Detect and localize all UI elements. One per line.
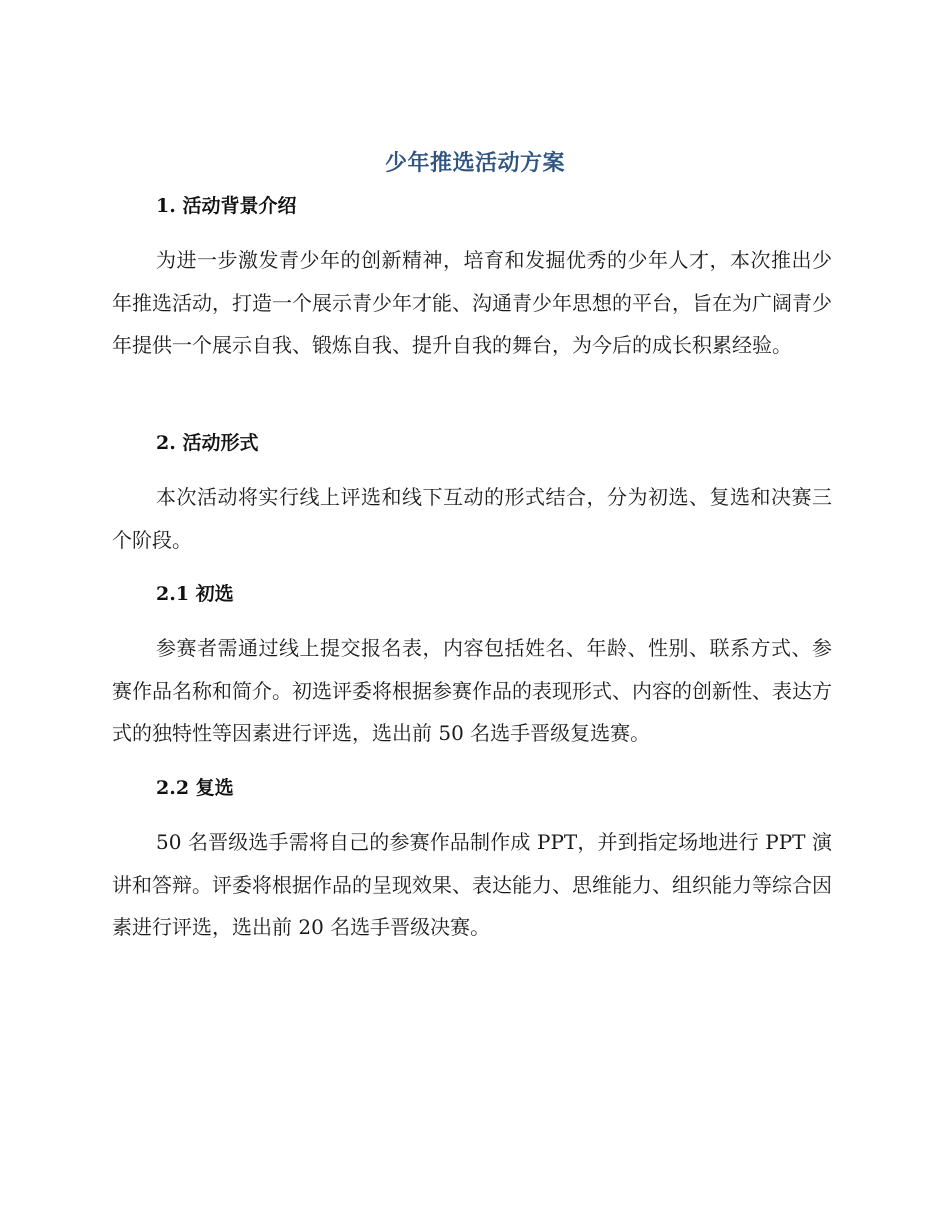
section-heading-second-round: 2.2 复选	[156, 777, 234, 799]
section-paragraph-second-round: 50 名晋级选手需将自己的参赛作品制作成 PPT，并到指定场地进行 PPT 演讲和答辩。评委将根据作品的呈现效果、表达能力、思维能力、组织能力等综合因素进行评选，选出前 20 名选手晋级决赛。	[112, 830, 832, 940]
section-heading-format: 2. 活动形式	[156, 432, 259, 454]
section-paragraph-format: 本次活动将实行线上评选和线下互动的形式结合，分为初选、复选和决赛三个阶段。	[112, 485, 832, 552]
section-heading-background: 1. 活动背景介绍	[156, 195, 297, 217]
section-paragraph-background: 为进一步激发青少年的创新精神，培育和发掘优秀的少年人才，本次推出少年推选活动，打造一个展示青少年才能、沟通青少年思想的平台，旨在为广阔青少年提供一个展示自我、锻炼自我、提升自我的舞台，为今后的成长积累经验。	[112, 248, 832, 358]
document-title: 少年推选活动方案	[384, 151, 565, 176]
section-heading-preliminary: 2.1 初选	[156, 583, 234, 605]
section-paragraph-preliminary: 参赛者需通过线上提交报名表，内容包括姓名、年龄、性别、联系方式、参赛作品名称和简介。初选评委将根据参赛作品的表现形式、内容的创新性、表达方式的独特性等因素进行评选，选出前 50 名选手晋级复选赛。	[112, 636, 832, 746]
